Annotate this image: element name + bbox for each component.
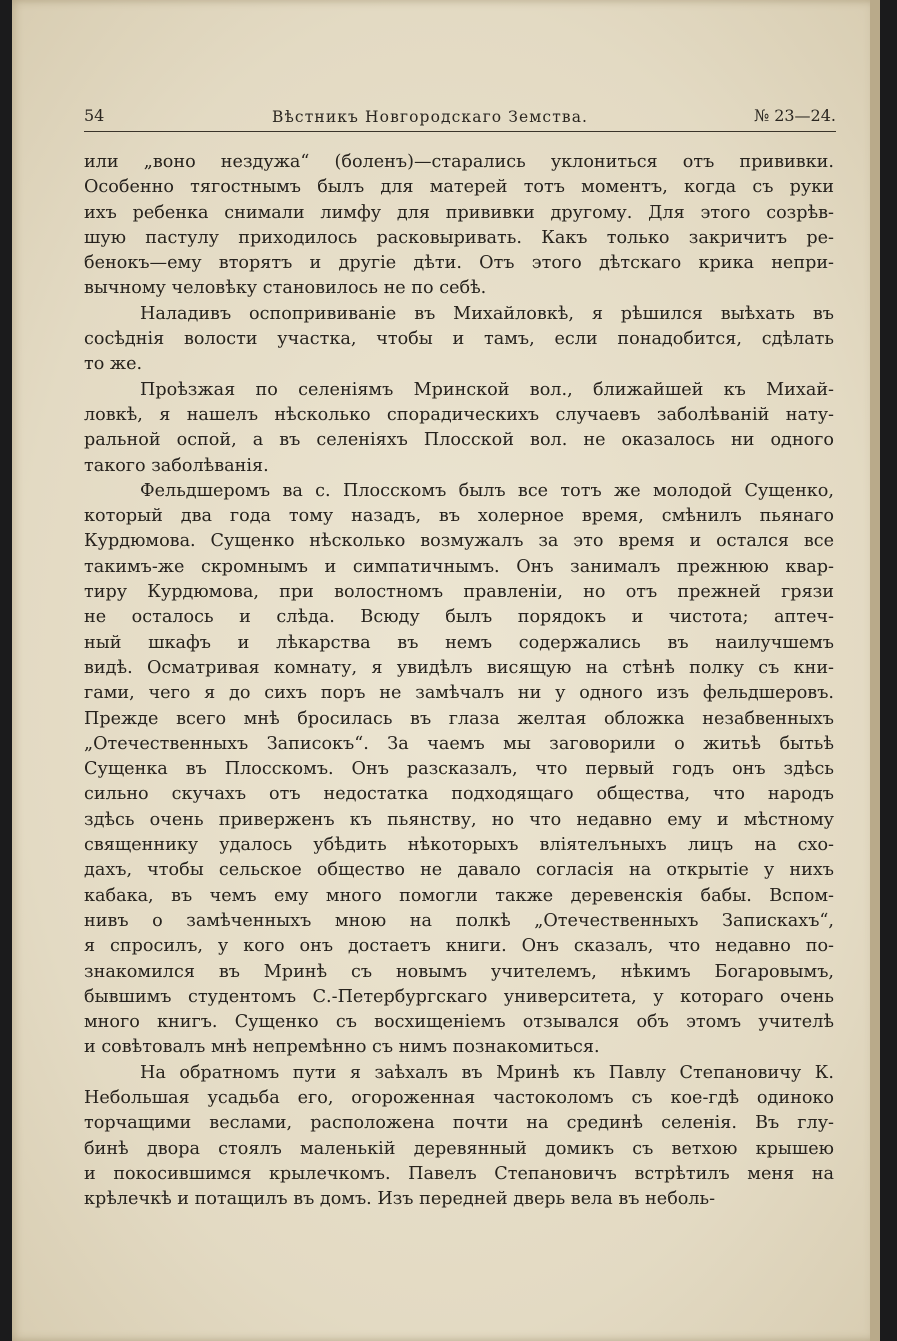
text-line: Наладивъ оспопрививаніе въ Михайловкѣ, я рѣшился выѣхать въ	[140, 303, 834, 324]
text-line: вычному человѣку становилось не по себѣ.	[84, 278, 487, 299]
text-line: видѣ. Осматривая комнату, я увидѣлъ висящую на стѣнѣ полку съ кни-	[84, 657, 834, 678]
text-line: то же.	[84, 354, 143, 375]
header-rule	[84, 131, 836, 132]
journal-title: Вѣстникъ Новгородскаго Земства.	[272, 108, 589, 126]
text-line: бывшимъ студентомъ С.-Петербургскаго университета, у котораго очень	[84, 986, 834, 1007]
text-line: тиру Курдюмова, при волостномъ правленіи, но отъ прежней грязи	[84, 582, 834, 603]
text-line: бинѣ двора стоялъ маленькій деревянный домикъ съ ветхою крышею	[84, 1138, 834, 1159]
text-line: Особенно тягостнымъ былъ для матерей тотъ моментъ, когда съ руки	[84, 177, 834, 198]
text-line: или „воно нездужа“ (боленъ)—старались уклониться отъ прививки.	[84, 152, 834, 172]
paragraph	[84, 302, 834, 378]
text-line: гами, чего я до сихъ поръ не замѣчалъ ни у одного изъ фельдшеровъ.	[84, 683, 834, 704]
page-edge	[870, 0, 880, 1341]
text-line: бенокъ—ему вторятъ и другіе дѣти. Отъ этого дѣтскаго крика непри-	[84, 253, 834, 274]
text-line: такого заболѣванія.	[84, 455, 269, 476]
issue-number: № 23—24.	[753, 106, 836, 125]
page-number: 54	[84, 106, 105, 125]
text-line: и покосившимся крылечкомъ. Павелъ Степановичъ встрѣтилъ меня на	[84, 1163, 834, 1184]
text-line: дахъ, чтобы сельское общество не давало согласія на открытіе у нихъ	[84, 860, 834, 881]
text-line: священнику удалось убѣдить нѣкоторыхъ вліятелъныхъ лицъ на схо-	[84, 835, 834, 856]
paragraph	[84, 1061, 834, 1213]
text-line: ральной оспой, а въ селеніяхъ Плосской вол. не оказалось ни одного	[84, 430, 834, 451]
running-header	[84, 104, 836, 132]
text-line: кабака, въ чемъ ему много помогли также деревенскія бабы. Вспом-	[84, 885, 834, 906]
text-line: не осталось и слѣда. Всюду былъ порядокъ и чистота; аптеч-	[84, 607, 834, 628]
text-line: который два года тому назадъ, въ холерное время, смѣнилъ пьянаго	[84, 506, 834, 527]
text-line: сосѣднія волости участка, чтобы и тамъ, если понадобится, сдѣлать	[84, 329, 834, 350]
text-line: такимъ-же скромнымъ и симпатичнымъ. Онъ занималъ прежнюю квар-	[84, 556, 834, 577]
text-line: Проѣзжая по селеніямъ Мринской вол., ближайшей къ Михай-	[140, 379, 834, 400]
text-line: торчащими веслами, расположена почти на срединѣ селенія. Въ глу-	[84, 1113, 834, 1134]
text-line: Сущенка въ Плосскомъ. Онъ разсказалъ, что первый годъ онъ здѣсь	[84, 759, 834, 780]
text-line: ный шкафъ и лѣкарства въ немъ содержались въ наилучшемъ	[84, 632, 834, 653]
text-line: Фельдшеромъ ва с. Плосскомъ былъ все тотъ же молодой Сущенко,	[140, 480, 834, 501]
text-line: и совѣтовалъ мнѣ непремѣнно съ нимъ познакомиться.	[84, 1037, 600, 1058]
text-line: ловкѣ, я нашелъ нѣсколько спорадическихъ случаевъ заболѣваній нату-	[84, 404, 834, 425]
text-line: я спросилъ, у кого онъ достаетъ книги. Онъ сказалъ, что недавно по-	[84, 936, 834, 957]
paragraph	[84, 150, 834, 302]
body-text	[84, 150, 834, 1212]
text-line: Прежде всего мнѣ бросилась въ глаза желтая обложка незабвенныхъ	[84, 708, 834, 729]
paragraph	[84, 378, 834, 479]
text-line: много книгъ. Сущенко съ восхищеніемъ отзывался объ этомъ учителѣ	[84, 1012, 834, 1033]
text-line: знакомился въ Мринѣ съ новымъ учителемъ, нѣкимъ Богаровымъ,	[84, 961, 834, 982]
text-line: крѣлечкѣ и потащилъ въ домъ. Изъ передней дверь вела въ неболь-	[84, 1189, 716, 1210]
text-line: сильно скучахъ отъ недостатка подходящаго общества, что народъ	[84, 784, 834, 805]
text-line: Небольшая усадьба его, огороженная частоколомъ съ кое-гдѣ одиноко	[84, 1087, 834, 1108]
paragraph	[84, 479, 834, 1061]
text-line: На обратномъ пути я заѣхалъ въ Мринѣ къ Павлу Степановичу К.	[140, 1062, 834, 1083]
text-line: шую пастулу приходилось расковыривать. Какъ только закричитъ ре-	[84, 227, 834, 248]
text-line: ихъ ребенка снимали лимфу для прививки другому. Для этого созрѣв-	[84, 202, 834, 223]
text-line: „Отечественныхъ Записокъ“. За чаемъ мы заговорили о житьѣ бытьѣ	[84, 733, 834, 754]
text-line: нивъ о замѣченныхъ мною на полкѣ „Отечественныхъ Запискахъ“,	[84, 910, 834, 931]
text-line: здѣсь очень приверженъ къ пьянству, но что недавно ему и мѣстному	[84, 809, 834, 830]
text-line: Курдюмова. Сущенко нѣсколько возмужалъ за это время и остался все	[84, 531, 834, 552]
